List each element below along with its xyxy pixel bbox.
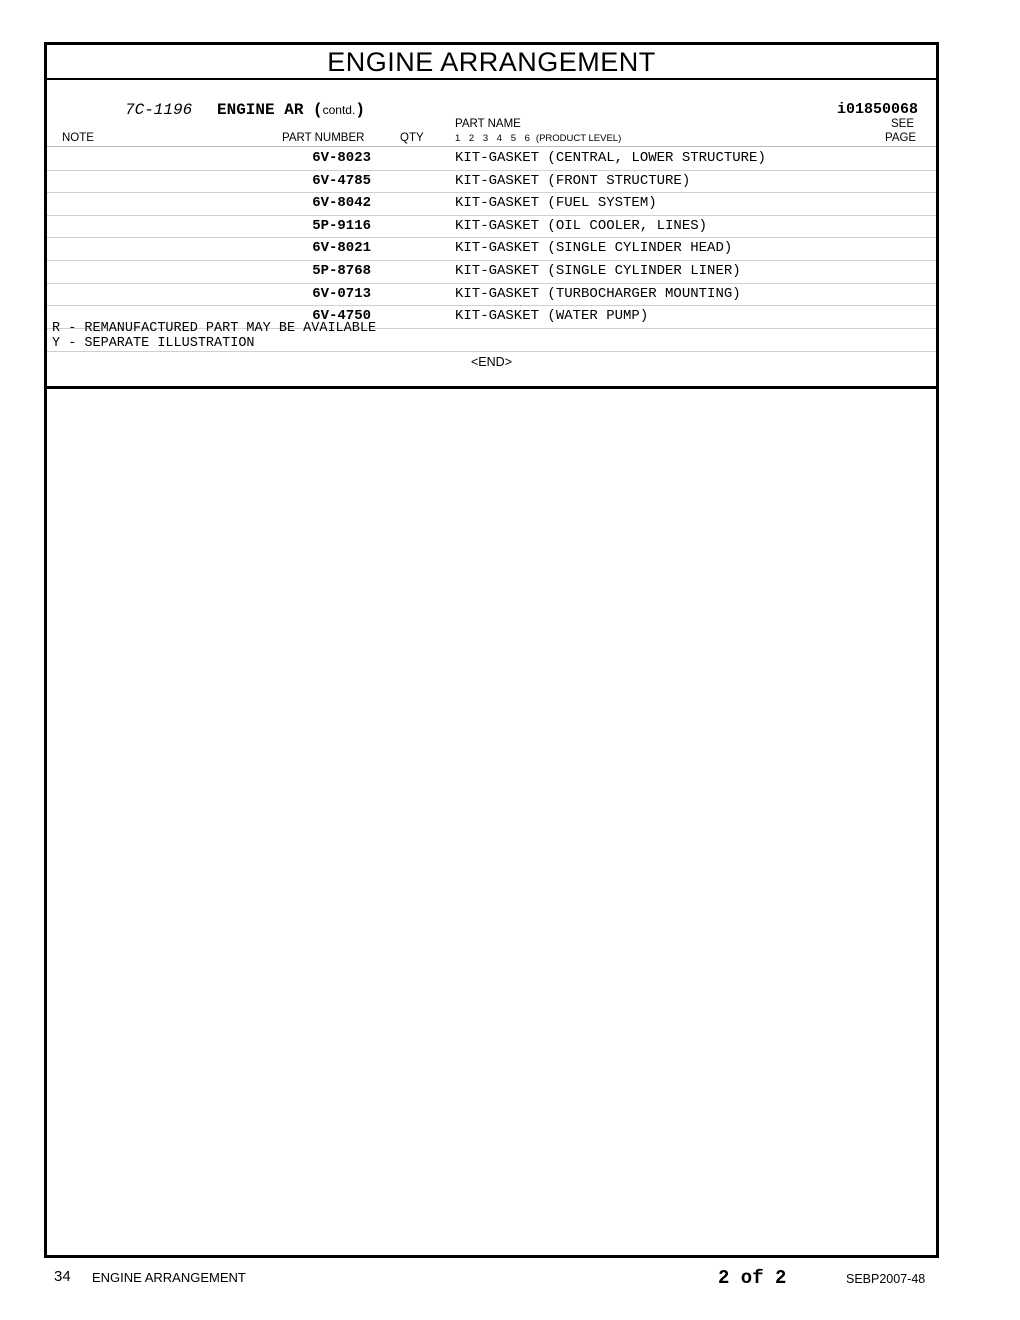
- header-page: PAGE: [885, 132, 917, 144]
- parts-section: [47, 80, 936, 389]
- header-divider: [47, 146, 936, 147]
- level-numbers: 1 2 3 4 5 6: [455, 133, 530, 144]
- group-number: 7C-1196: [125, 101, 193, 119]
- table-row: [47, 238, 936, 261]
- header-qty: QTY: [400, 132, 424, 144]
- page-title: ENGINE ARRANGEMENT: [47, 45, 936, 80]
- part-name: KIT-GASKET (FRONT STRUCTURE): [455, 172, 691, 189]
- table-row: [47, 148, 936, 171]
- footer-page-number: 34: [54, 1268, 71, 1285]
- part-number: 6V-4750: [312, 308, 371, 325]
- contd-label: contd.: [322, 103, 356, 117]
- table-row: [47, 261, 936, 284]
- part-name: KIT-GASKET (SINGLE CYLINDER LINER): [455, 262, 741, 279]
- table-row: [47, 193, 936, 216]
- part-name: KIT-GASKET (WATER PUMP): [455, 308, 649, 325]
- part-name: KIT-GASKET (TURBOCHARGER MOUNTING): [455, 285, 741, 302]
- notes-legend: [52, 321, 376, 351]
- part-number: 5P-8768: [312, 262, 371, 279]
- group-name-text: ENGINE AR (: [217, 101, 323, 119]
- part-name: KIT-GASKET (SINGLE CYLINDER HEAD): [455, 240, 733, 257]
- table-row: [47, 171, 936, 194]
- part-number: 6V-0713: [312, 285, 371, 302]
- note-remanufactured: R - REMANUFACTURED PART MAY BE AVAILABLE: [52, 321, 377, 336]
- part-number: 6V-8023: [312, 150, 371, 166]
- part-number: 6V-8021: [312, 240, 371, 257]
- note-separate-illustration: Y - SEPARATE ILLUSTRATION: [52, 336, 255, 351]
- header-see: SEE: [891, 118, 915, 130]
- part-name: KIT-GASKET (OIL COOLER, LINES): [455, 217, 708, 234]
- footer-doc-id: SEBP2007-48: [846, 1272, 926, 1286]
- part-number: 6V-8042: [312, 195, 371, 212]
- group-name-close: ): [355, 101, 365, 119]
- group-name: [217, 101, 365, 119]
- footer-page-of: 2 of 2: [718, 1267, 787, 1289]
- part-name: KIT-GASKET (FUEL SYSTEM): [455, 195, 657, 212]
- page-frame: [44, 42, 939, 1258]
- table-row: [47, 216, 936, 239]
- part-number: 5P-9116: [312, 217, 371, 234]
- header-part-number: PART NUMBER: [282, 132, 365, 144]
- notes-divider: [47, 351, 936, 352]
- table-row: [47, 284, 936, 307]
- header-note: NOTE: [62, 132, 94, 144]
- parts-table: [47, 148, 936, 329]
- footer-section: ENGINE ARRANGEMENT: [92, 1270, 246, 1285]
- product-level-label: (PRODUCT LEVEL): [535, 133, 622, 144]
- end-marker: <END>: [471, 355, 512, 369]
- illustration-id: i01850068: [836, 101, 918, 118]
- header-levels: [455, 133, 621, 144]
- header-part-name: PART NAME: [455, 118, 521, 130]
- part-name: KIT-GASKET (CENTRAL, LOWER STRUCTURE): [455, 150, 766, 166]
- part-number: 6V-4785: [312, 172, 371, 189]
